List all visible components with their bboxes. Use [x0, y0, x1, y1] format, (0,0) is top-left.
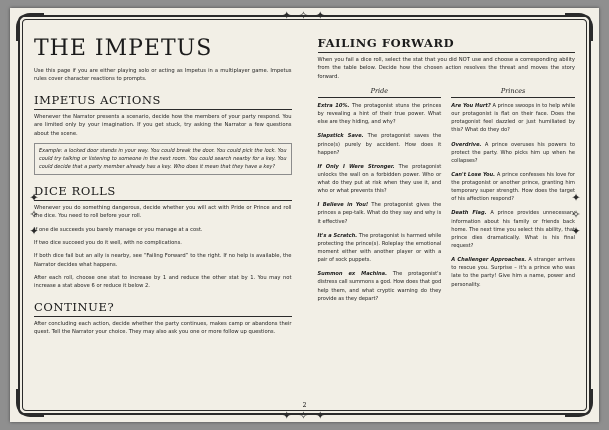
table-entry [451, 256, 575, 289]
entry-text: A prince provides unnecessary information about his family or friends back home. The next time you select this ability, that prince dies dramatically. What is his final request? [451, 210, 576, 250]
example-box: Example: a locked door stands in your way. You could break the door. You could pick the lock. You could try talking or listening to someone in the next room. You could search nearby for a key. You could decide that a party member already has a key. Who does it mean that they have a key? [34, 143, 292, 175]
table-entry [451, 102, 575, 135]
section-continue [34, 300, 292, 337]
table-column-princes [451, 87, 575, 309]
section-paragraph: If two dice succeed you do it well, with no complications. [34, 240, 182, 246]
table-entry [451, 209, 575, 250]
table-column-header: Pride [318, 87, 442, 98]
entry-name: Slapstick Save. [317, 133, 364, 140]
book-page [10, 8, 599, 422]
failing-forward-table [318, 87, 576, 309]
entry-text: The protagonist stuns the princes by revealing a hint of their true power. What else are they hiding, and why? [317, 102, 442, 126]
entry-text: A prince confesses his love for the protagonist or another prince, granting him temporary super strength. How does the target of his affection respond? [451, 171, 576, 203]
entry-name: Death Flag. [451, 210, 487, 217]
section-paragraph: Whenever the Narrator presents a scenario, decide how the members of your party respond. You are limited only by your imagination. If you get stuck, try asking the Narrator a few questions about the scene. [34, 114, 292, 137]
entry-name: Are You Hurt? [451, 102, 491, 109]
section-impetus-actions [34, 93, 292, 175]
section-heading: CONTINUE? [34, 300, 292, 317]
section-paragraph: After concluding each action, decide whether the party continues, makes camp or abandons their quest. Tell the Narrator your choice. They may also ask you one or more follow up questions. [34, 320, 292, 335]
entry-text: A prince swoops in to help while our protagonist is flat on their face. Does the protagonist feel dazzled or just humiliated by this? What do they do? [451, 102, 576, 134]
entry-name: If Only I Were Stronger. [317, 163, 395, 170]
entry-name: Extra 10%. [317, 102, 350, 109]
page-number: 2 [302, 402, 307, 409]
entry-name: It's a Scratch. [317, 232, 358, 239]
table-entry [318, 270, 442, 303]
entry-text: The protagonist gives the princes a pep-talk. What do they say and why is it effective? [317, 202, 442, 225]
flourish-top-icon: ✦ ✧ ✦ [282, 9, 327, 22]
entry-name: A Challenger Approaches. [451, 257, 527, 264]
entry-text: The protagonist is harmed while protecting the prince(s). Roleplay the emotional moment either with another player or with a pair of sock puppets. [317, 232, 442, 264]
table-entry [318, 232, 442, 265]
table-entry [318, 102, 442, 126]
section-paragraph: After each roll, choose one stat to increase by 1 and reduce the other stat by 1. You may not increase a stat above 6 or reduce it below 2. [34, 274, 292, 290]
section-heading: DICE ROLLS [34, 184, 292, 201]
section-heading: IMPETUS ACTIONS [34, 93, 292, 110]
flourish-left-icon: ✦ ✧ ✦ [26, 192, 40, 238]
entry-text: A stranger arrives to rescue you. Surprise – it's a prince who was late to the party! Give him a name, power and personality. [451, 257, 576, 288]
section-paragraph: If one die succeeds you barely manage or you manage at a cost. [34, 226, 203, 233]
table-column-header: Princes [451, 87, 575, 98]
entry-name: Can't Lose You. [451, 171, 496, 178]
entry-text: The protagonist saves the prince(s) purely by accident. How does it happen? [317, 133, 442, 156]
page-intro: Use this page if you are either playing solo or acting as Impetus in a multiplayer game. Impetus rules cover character reactions to prompts. [34, 68, 292, 83]
flourish-bottom-icon: ✦ ✧ ✦ [282, 409, 327, 422]
table-entry [318, 201, 442, 225]
left-column [34, 30, 296, 396]
section-heading-failing-forward: FAILING FORWARD [318, 36, 576, 53]
right-column [314, 30, 576, 396]
entry-name: Summon ex Machina. [317, 271, 388, 278]
page-title: THE IMPETUS [34, 36, 213, 61]
entry-name: Overdrive. [451, 141, 482, 148]
failing-forward-intro: When you fail a dice roll, select the stat that you did NOT use and choose a corresponding ability from the table below. Decide how the chosen action resolves the threat and moves the story forward. [317, 57, 575, 80]
table-column-pride [318, 87, 442, 309]
section-dice-rolls [34, 184, 292, 291]
table-entry [318, 132, 442, 156]
table-entry [451, 171, 575, 204]
section-paragraph: If both dice fail but an ally is nearby, see “Failing Forward” to the right. If no help is available, the Narrator decides what happens. [34, 253, 292, 268]
entry-text: A prince overuses his powers to protect the party. Who picks him up when he collapses? [451, 141, 576, 164]
entry-text: The protagonist unlocks the wall on a forbidden power. Who or what do they put at risk when they use it, and who or what prevents this? [317, 163, 442, 195]
table-entry [318, 163, 442, 196]
section-paragraph: Whenever you do something dangerous, decide whether you will act with Pride or Prince and roll the dice. You need to roll before your roll. [34, 205, 292, 220]
table-entry [451, 141, 575, 165]
entry-name: I Believe in You! [317, 202, 369, 209]
page-content [34, 30, 575, 396]
flourish-right-icon: ✦ ✧ ✦ [569, 192, 583, 238]
entry-text: The protagonist's distress call summons a god. How does that god help them, and what cryptic warning do they provide as they depart? [317, 271, 442, 302]
